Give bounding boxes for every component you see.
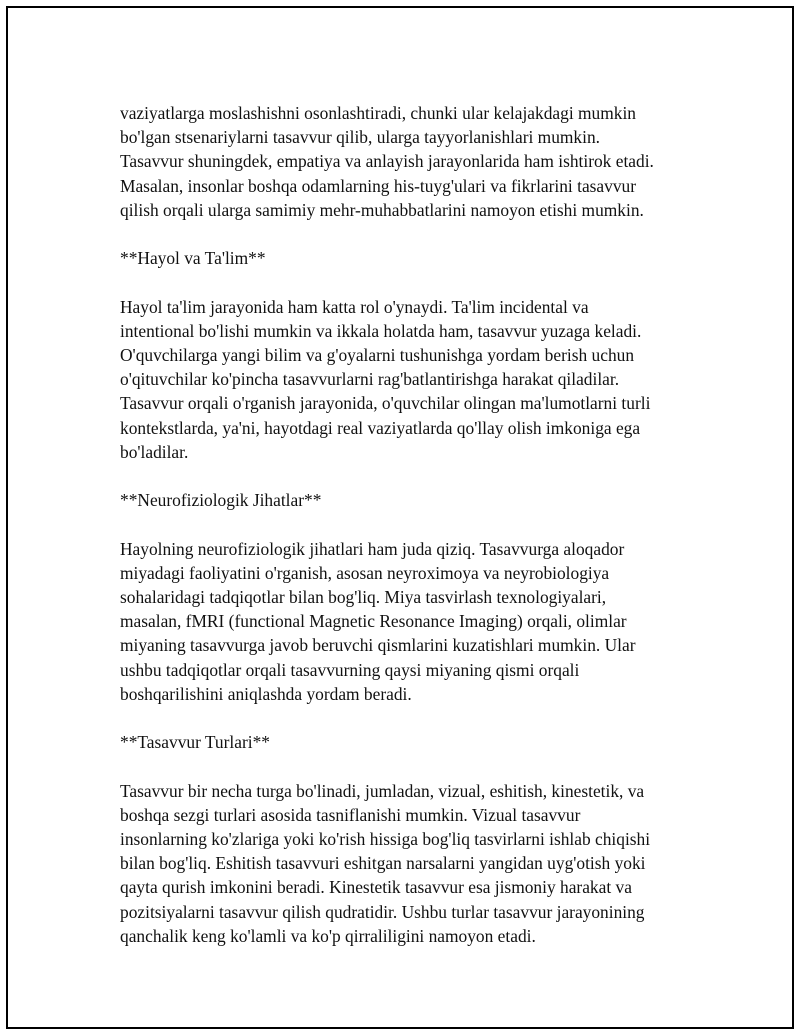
paragraph-neurofiziologik-jihatlar: Hayolning neurofiziologik jihatlari ham juda qiziq. Tasavvurga aloqador miyadagi faoliyatini o'rganish, asosan neyroximoya va neyrobiologiya sohalaridagi tadqiqotlar bilan bog'liq. Miya tasvirlash texnologiyalari, masalan, fMRI (functional Magnetic Resonance Imaging) orqali, olimlar miyaning tasavvurga javob beruvchi qismlarini kuzatishlari mumkin. Ular ushbu tadqiqotlar orqali tasavvurning qaysi miyaning qismi orqali boshqarilishini aniqlashda yordam beradi. (120, 538, 636, 704)
section-heading-neurofiziologik-jihatlar: **Neurofiziologik Jihatlar** (120, 490, 322, 511)
section-heading-hayol-va-talim: **Hayol va Ta'lim** (120, 248, 266, 269)
paragraph-tasavvur-turlari: Tasavvur bir necha turga bo'linadi, jumladan, vizual, eshitish, kinestetik, va boshqa sezgi turlari asosida tasniflanishi mumkin. Vizual tasavvur insonlarning ko'zlariga yoki ko'rish hissiga bog'liq tasvirlarni ishlab chiqishi bilan bog'liq. Eshitish tasavvuri eshitgan narsalarni yangidan uyg'otish yoki qayta qurish imkonini beradi. Kinestetik tasavvur esa jismoniy harakat va pozitsiyalarni tasavvur qilish qudratidir. Ushbu turlar tasavvur jarayonining qanchalik keng ko'lamli va ko'p qirraliligini namoyon etadi. (120, 780, 651, 946)
section-heading-tasavvur-turlari: **Tasavvur Turlari** (120, 732, 270, 753)
page-frame (6, 6, 794, 1029)
paragraph-intro-continued: vaziyatlarga moslashishni osonlashtiradi, chunki ular kelajakdagi mumkin bo'lgan stsenariylarni tasavvur qilib, ularga tayyorlanishlari mumkin. Tasavvur shuningdek, empatiya va anlayish jarayonlarida ham ishtirok etadi. Masalan, insonlar boshqa odamlarning his-tuyg'ulari va fikrlarini tasavvur qilish orqali ularga samimiy mehr-muhabbatlarini namoyon etishi mumkin. (120, 103, 654, 220)
document-body (120, 101, 710, 972)
paragraph-hayol-va-talim: Hayol ta'lim jarayonida ham katta rol o'ynaydi. Ta'lim incidental va intentional bo'lishi mumkin va ikkala holatda ham, tasavvur yuzaga keladi. O'quvchilarga yangi bilim va g'oyalarni tushunishga yordam berish uchun o'qituvchilar ko'pincha tasavvurlarni rag'batlantirishga harakat qiladilar. Tasavvur orqali o'rganish jarayonida, o'quvchilar olingan ma'lumotlarni turli kontekstlarda, ya'ni, hayotdagi real vaziyatlarda qo'llay olish imkoniga ega bo'ladilar. (120, 296, 651, 462)
